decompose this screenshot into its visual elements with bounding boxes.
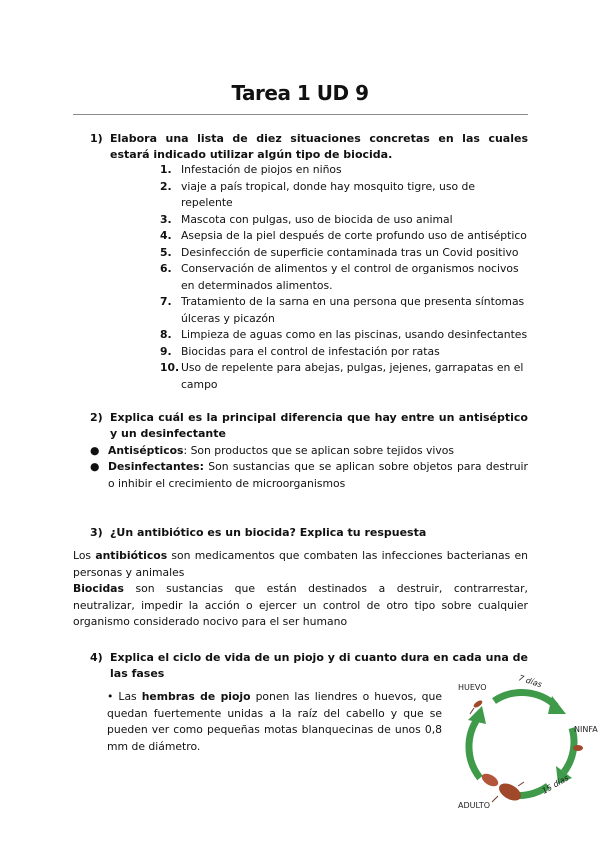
- louse-nymph-icon: [573, 745, 583, 751]
- list-item: 2. viaje a país tropical, donde hay mosquito tigre, uso de repelente: [160, 179, 475, 209]
- cycle-arrow-left: [469, 718, 480, 778]
- bullet-text: Son sustancias que se aplican sobre objetos para destruir o inhibir el crecimiento de microorganismos: [108, 460, 528, 490]
- list-item: 9. Biocidas para el control de infestación por ratas: [160, 344, 440, 358]
- label-ninfa: NINFA: [574, 725, 598, 734]
- label-15-dias: 15 días: [540, 773, 571, 796]
- question-1-number: 1): [90, 132, 103, 145]
- bullet-dot: ●: [90, 444, 100, 457]
- list-item: 6. Conservación de alimentos y el control de organismos nocivos en determinados alimentos.: [160, 262, 519, 292]
- title-divider: [73, 114, 528, 115]
- list-item: 8. Limpieza de aguas como en las piscinas, usando desinfectantes: [160, 328, 528, 341]
- page-title: Tarea 1 UD 9: [231, 81, 369, 105]
- question-3-number: 3): [90, 526, 103, 539]
- list-item: 5. Desinfección de superficie contaminada tras un Covid positivo: [160, 245, 519, 259]
- list-item: 1. Infestación de piojos en niños: [160, 163, 342, 176]
- bullet-antisepticos: [90, 443, 528, 460]
- question-1-text: Elabora una lista de diez situaciones concretas en las cuales estará indicado utilizar algún tipo de biocida.: [110, 132, 528, 161]
- question-4-number: 4): [90, 651, 103, 664]
- paragraph-biocidas: Biocidas son sustancias que están destinados a destruir, contrarrestar, neutralizar, impedir la acción o ejercer un control de otro tipo sobre cualquier organismo considerado nocivo para el ser humano: [73, 582, 528, 628]
- list-item: 4. Asepsia de la piel después de corte profundo uso de antiséptico: [160, 229, 527, 242]
- question-2-text: Explica cuál es la principal diferencia que hay entre un antiséptico y un desinfectante: [110, 411, 528, 440]
- lice-description: • Las hembras de piojo ponen las liendres o huevos, que quedan fuertemente unidas a la raíz del cabello y que se pueden ver como pequeñas motas blanquecinas de unos 0,8 mm de diámetro.: [107, 690, 442, 753]
- question-3-text: ¿Un antibiótico es un biocida? Explica tu respuesta: [110, 526, 427, 539]
- question-1: [90, 131, 528, 163]
- list-item: 7. Tratamiento de la sarna en una persona que presenta síntomas úlceras y picazón: [160, 295, 525, 325]
- list-item: 10. Uso de repelente para abejas, pulgas, jejenes, garrapatas en el campo: [160, 361, 524, 391]
- list-item: 3. Mascota con pulgas, uso de biocida de uso animal: [160, 212, 453, 226]
- question-3: [90, 525, 528, 541]
- term-desinfectantes: Desinfectantes:: [108, 460, 204, 473]
- bullet-text: : Son productos que se aplican sobre tejidos vivos: [183, 444, 455, 457]
- bullet-dot: ●: [90, 460, 100, 473]
- cycle-arrow-top: [494, 693, 556, 706]
- louse-adult-icon: [480, 771, 524, 804]
- term-biocidas: Biocidas: [73, 582, 124, 595]
- bullet-dot: •: [107, 690, 114, 703]
- cycle-arrowhead-left: [468, 706, 486, 724]
- bullet-desinfectantes: [90, 459, 528, 492]
- label-huevo: HUEVO: [458, 683, 487, 692]
- label-7-dias: 7 días: [517, 673, 544, 690]
- lice-life-cycle-diagram: [448, 668, 600, 818]
- paragraph-antibioticos: Los antibióticos son medicamentos que combaten las infecciones bacterianas en personas y animales: [73, 549, 528, 579]
- term-antibioticos: antibióticos: [95, 549, 168, 562]
- cycle-arrow-right: [564, 728, 574, 772]
- question-2: [90, 410, 528, 442]
- question-4-text: Explica el ciclo de vida de un piojo y di cuanto dura en cada una de las fases: [110, 651, 528, 680]
- term-hembras: hembras de piojo: [141, 690, 251, 703]
- label-adulto: ADULTO: [458, 801, 491, 810]
- situations-list: [160, 162, 528, 393]
- question-2-number: 2): [90, 411, 103, 424]
- term-antisepticos: Antisépticos: [108, 444, 184, 457]
